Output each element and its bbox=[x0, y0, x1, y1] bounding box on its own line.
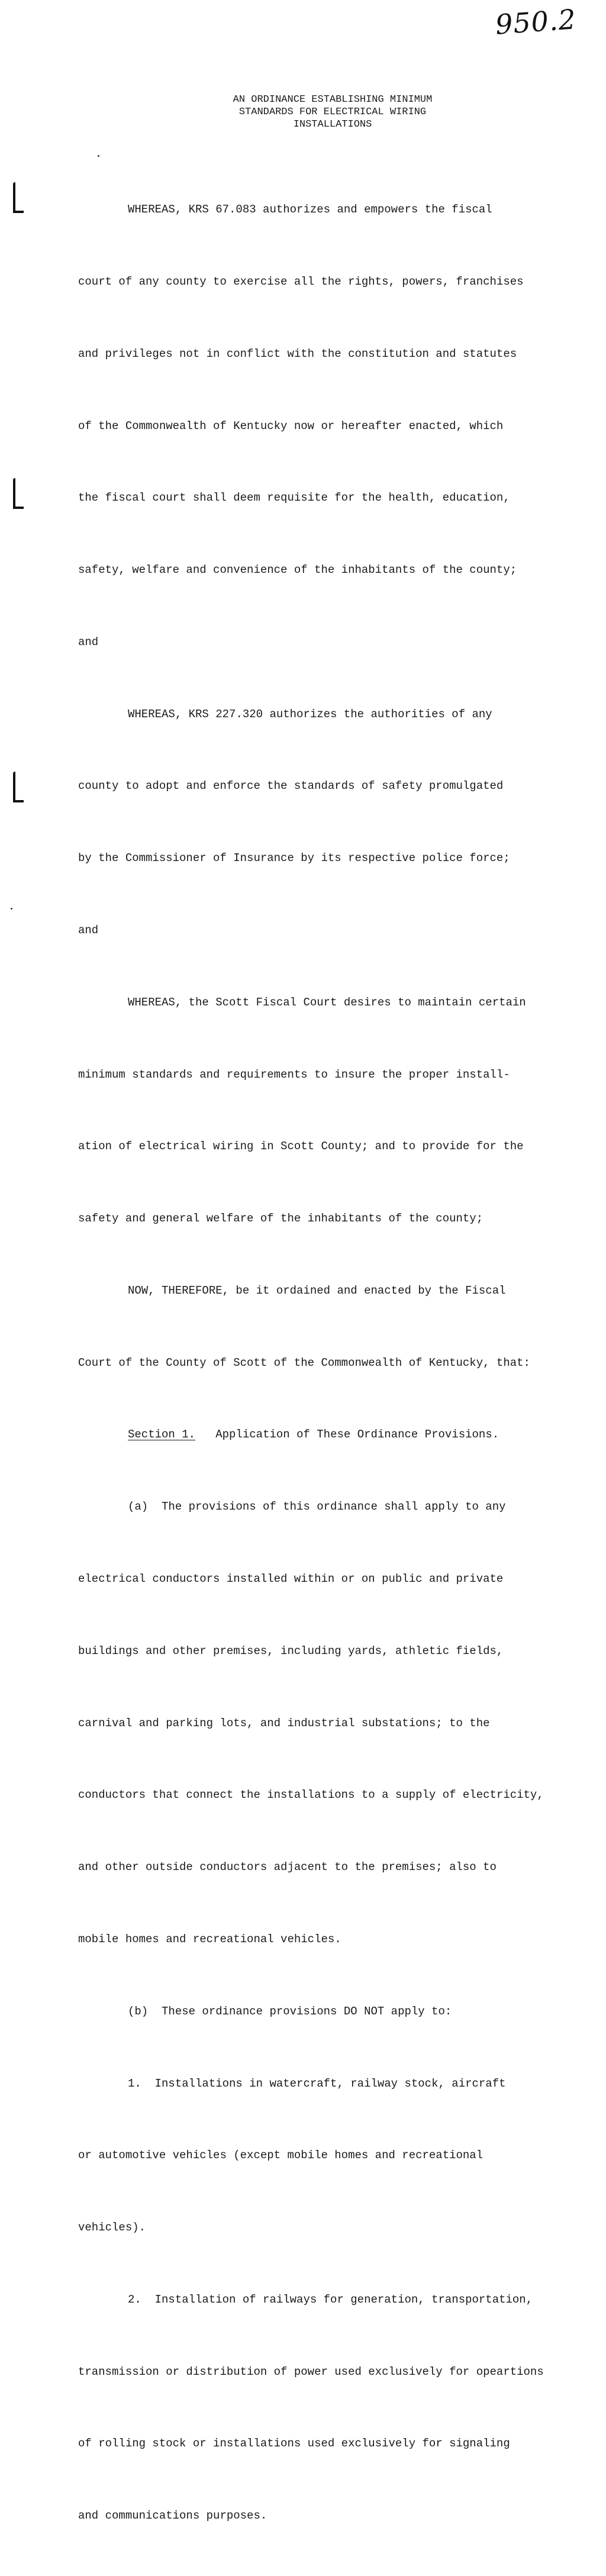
text-line: of the Commonwealth of Kentucky now or hereafter enacted, which bbox=[78, 419, 504, 433]
text-line: vehicles). bbox=[78, 2221, 146, 2235]
text-line: WHEREAS, KRS 227.320 authorizes the authorities of any bbox=[128, 707, 492, 721]
text-line: minimum standards and requirements to insure the proper install- bbox=[78, 1068, 510, 1081]
text-line: (b) These ordinance provisions DO NOT apply to: bbox=[128, 2004, 452, 2018]
text-line: by the Commissioner of Insurance by its respective police force; bbox=[78, 852, 510, 865]
title-line: STANDARDS FOR ELECTRICAL WIRING bbox=[238, 107, 427, 118]
text-line: ation of electrical wiring in Scott County; and to provide for the bbox=[78, 1140, 524, 1153]
text-line: 1. Installations in watercraft, railway stock, aircraft bbox=[128, 2077, 506, 2090]
text-line: safety and general welfare of the inhabitants of the county; bbox=[78, 1212, 483, 1226]
text-line: court of any county to exercise all the rights, powers, franchises bbox=[78, 275, 524, 288]
text-line: of rolling stock or installations used exclusively for signaling bbox=[78, 2437, 510, 2451]
text-line: and other outside conductors adjacent to the premises; also to bbox=[78, 1861, 497, 1874]
stray-mark bbox=[11, 908, 12, 910]
section-heading-line bbox=[78, 1423, 581, 1447]
section-label: Section 1. bbox=[128, 1428, 196, 1442]
ordinance-title bbox=[0, 94, 606, 131]
margin-bracket bbox=[13, 478, 24, 509]
text-line: Court of the County of Scott of the Commonwealth of Kentucky, that: bbox=[78, 1356, 530, 1369]
text-line: and privileges not in conflict with the constitution and statutes bbox=[78, 347, 517, 360]
text-line: the fiscal court shall deem requisite for the health, education, bbox=[78, 491, 510, 505]
text-line: (a) The provisions of this ordinance shall apply to any bbox=[128, 1500, 506, 1514]
margin-bracket bbox=[13, 182, 24, 213]
text-line: mobile homes and recreational vehicles. bbox=[78, 1932, 341, 1946]
text-line: transmission or distribution of power used exclusively for opeartions bbox=[78, 2365, 544, 2378]
text-line: NOW, THEREFORE, be it ordained and enacted by the Fiscal bbox=[128, 1284, 506, 1297]
margin-bracket bbox=[13, 772, 24, 802]
text-line: and communications purposes. bbox=[78, 2509, 267, 2523]
text-line: and bbox=[78, 635, 99, 649]
text-line: safety, welfare and convenience of the inhabitants of the county; bbox=[78, 563, 517, 577]
text-line: buildings and other premises, including yards, athletic fields, bbox=[78, 1644, 504, 1658]
text-line: or automotive vehicles (except mobile homes and recreational bbox=[78, 2149, 483, 2162]
page-number-handwritten: 950.2 bbox=[494, 3, 578, 41]
ordinance-body bbox=[78, 150, 581, 2576]
text-line: county to adopt and enforce the standards of safety promulgated bbox=[78, 779, 504, 793]
title-line: INSTALLATIONS bbox=[293, 119, 372, 130]
title-line: AN ORDINANCE ESTABLISHING MINIMUM bbox=[233, 94, 433, 105]
text-line: electrical conductors installed within or on public and private bbox=[78, 1572, 504, 1586]
text-line: 2. Installation of railways for generation, transportation, bbox=[128, 2293, 533, 2306]
section-heading: Application of These Ordinance Provisions. bbox=[215, 1428, 499, 1442]
text-line: WHEREAS, the Scott Fiscal Court desires to maintain certain bbox=[128, 995, 526, 1009]
text-line: conductors that connect the installations to a supply of electricity, bbox=[78, 1788, 544, 1802]
text-line: carnival and parking lots, and industrial substations; to the bbox=[78, 1716, 490, 1730]
text-line: and bbox=[78, 924, 99, 937]
text-line: WHEREAS, KRS 67.083 authorizes and empowers the fiscal bbox=[128, 203, 492, 217]
